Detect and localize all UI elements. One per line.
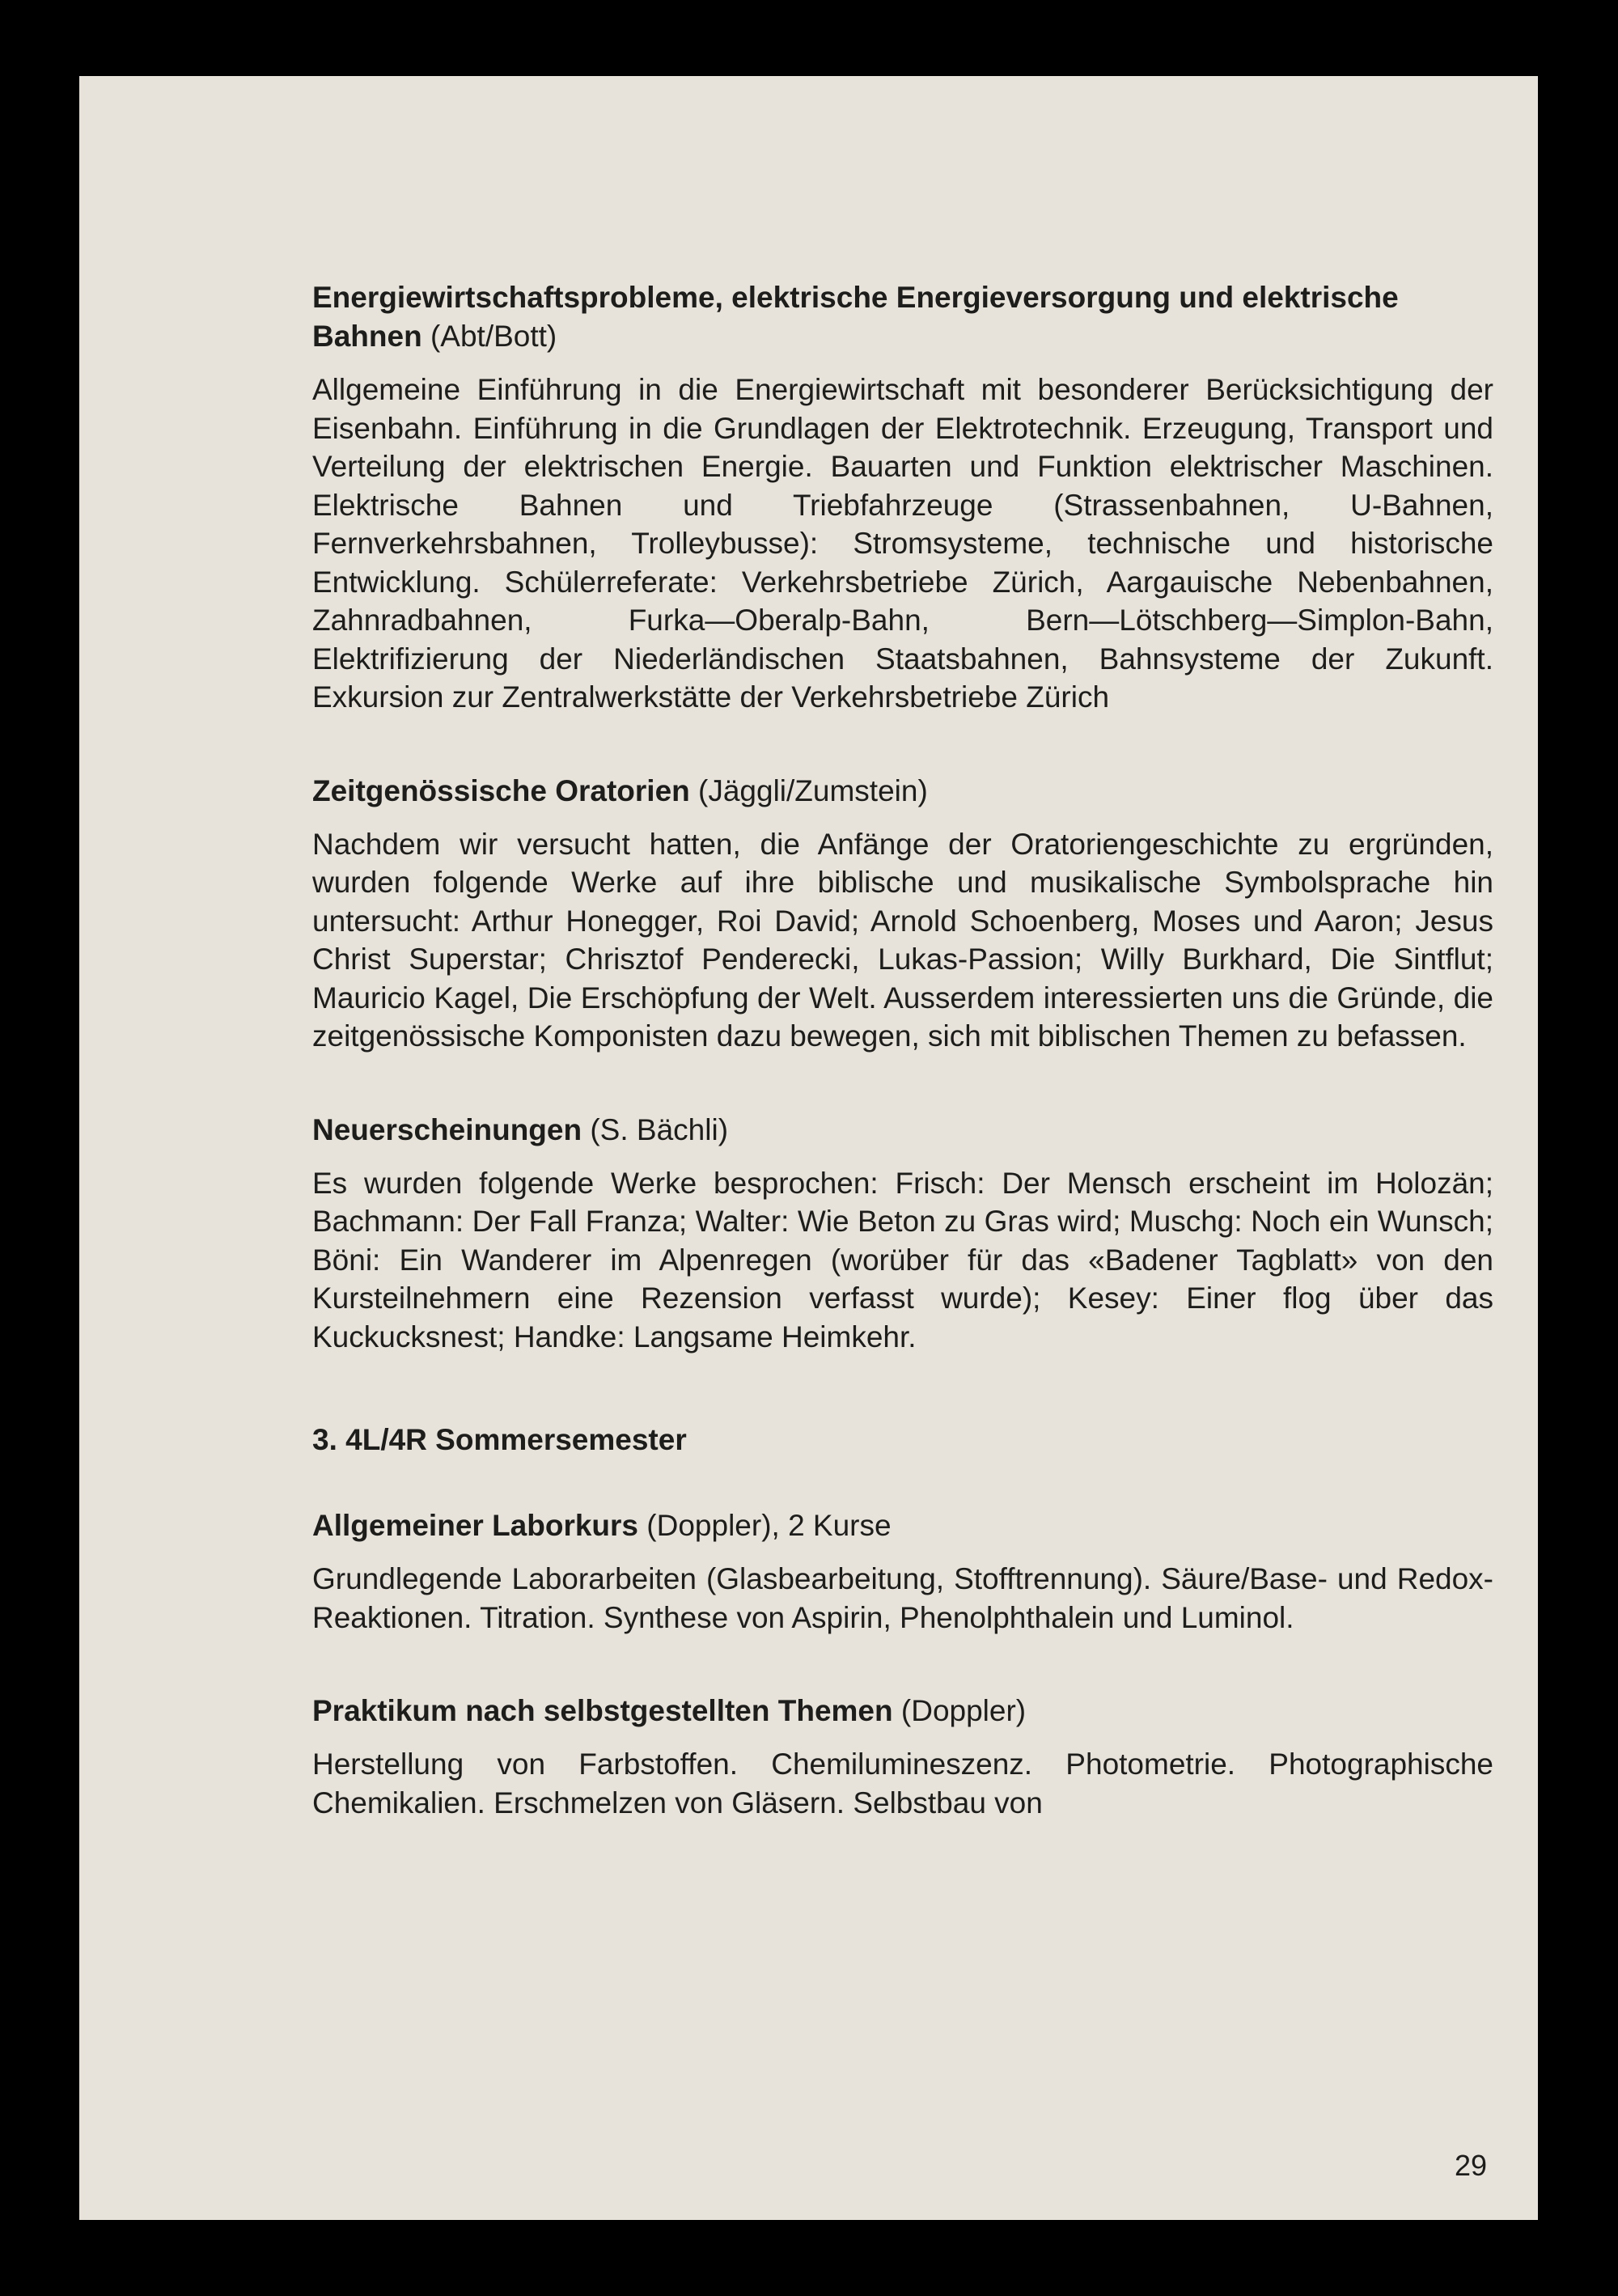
page-content [312,278,1493,1822]
section-oratorien [312,772,1493,1056]
section-body: Grundlegende Laborarbeiten (Glasbearbeitung, Stofftrennung). Säure/Base- und Redox-Reaktionen. Titration. Synthese von Aspirin, Phenolphthalein und Luminol. [312,1562,1493,1634]
section-heading [312,278,1493,356]
section-authors: (Doppler) [900,1694,1027,1727]
section-title: Zeitgenössische Oratorien [312,773,690,807]
section-title: Allgemeiner Laborkurs [312,1509,639,1542]
section-heading [312,1506,1493,1545]
document-page [79,76,1538,2220]
section-title: Praktikum nach selbstgestellten Themen [312,1694,893,1727]
section-body: Es wurden folgende Werke besprochen: Frisch: Der Mensch erscheint im Holozän; Bachmann: Der Fall Franza; Walter: Wie Beton zu Gras wird; Muschg: Noch ein Wunsch; Böni: Ein Wanderer im Alpenregen (worüber für das «Badener Tagblatt» von den Kursteilnehmern eine Rezension verfasst wurde); Kesey: Einer flog über das Kuckucksnest; Handke: Langsame Heimkehr. [312,1166,1493,1353]
section-heading [312,1692,1493,1730]
section-authors: (Doppler), 2 Kurse [646,1509,892,1542]
section-title: Energiewirtschaftsprobleme, elektrische Energieversorgung und elektrische Bahnen [312,281,1399,353]
section-body: Allgemeine Einführung in die Energiewirtschaft mit besonderer Berücksichtigung der Eisenbahn. Einführung in die Grundlagen der Elektrotechnik. Erzeugung, Transport und Verteilung der elektrischen Energie. Bauarten und Funktion elektrischer Maschinen. Elektrische Bahnen und Triebfahrzeuge (Strassenbahnen, U-Bahnen, Fernverkehrsbahnen, Trolleybusse): Stromsysteme, technische und historische Entwicklung. Schülerreferate: Verkehrsbetriebe Zürich, Aargauische Nebenbahnen, Zahnradbahnen, Furka—Oberalp-Bahn, Bern—Lötschberg—Simplon-Bahn, Elektrifizierung der Niederländischen Staatsbahnen, Bahnsysteme der Zukunft. Exkursion zur Zentralwerkstätte der Verkehrsbetriebe Zürich [312,373,1493,714]
section-energiewirtschaft [312,278,1493,717]
section-authors: (S. Bächli) [590,1112,729,1146]
section-praktikum [312,1692,1493,1822]
section-authors: (Jäggli/Zumstein) [698,773,928,807]
section-title: Neuerscheinungen [312,1112,582,1146]
section-authors: (Abt/Bott) [430,320,557,353]
major-heading: 3. 4L/4R Sommersemester [312,1423,687,1456]
section-heading [312,772,1493,811]
section-laborkurs [312,1506,1493,1637]
section-body: Herstellung von Farbstoffen. Chemilumineszenz. Photometrie. Photographische Chemikalien. Erschmelzen von Gläsern. Selbstbau von [312,1747,1493,1819]
section-neuerscheinungen [312,1111,1493,1357]
page-number: 29 [1455,2149,1488,2182]
section-heading [312,1111,1493,1150]
section-body: Nachdem wir versucht hatten, die Anfänge der Oratoriengeschichte zu ergründen, wurden folgende Werke auf ihre biblische und musikalische Symbolsprache hin untersucht: Arthur Honegger, Roi David; Arnold Schoenberg, Moses und Aaron; Jesus Christ Superstar; Chrisztof Penderecki, Lukas-Passion; Willy Burkhard, Die Sintflut; Mauricio Kagel, Die Erschöpfung der Welt. Ausserdem interessierten uns die Gründe, die zeitgenössische Komponisten dazu bewegen, sich mit biblischen Themen zu befassen. [312,827,1493,1053]
